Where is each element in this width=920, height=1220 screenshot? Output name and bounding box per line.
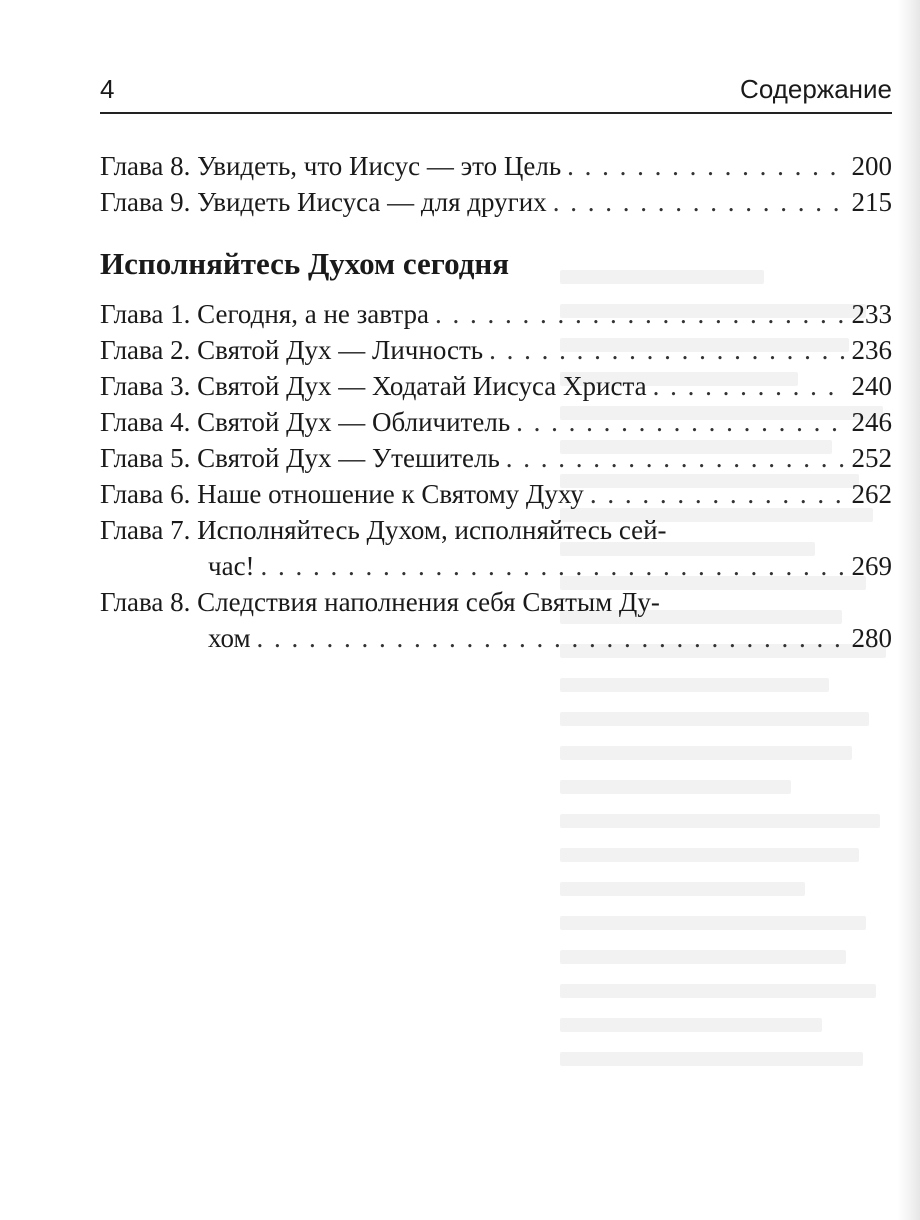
toc-entry-page: 236 [851, 335, 892, 365]
toc-entry-line2[interactable] [100, 620, 892, 656]
running-title: Содержание [740, 74, 892, 104]
toc-entry[interactable] [100, 148, 892, 184]
toc-entry-line2[interactable] [100, 548, 892, 584]
page-number: 4 [100, 74, 115, 104]
dot-leader [257, 620, 846, 656]
toc-entry[interactable] [100, 440, 892, 476]
section-heading: Исполняйтесь Духом сегодня [100, 246, 510, 281]
toc-entry[interactable] [100, 296, 892, 332]
dot-leader [506, 440, 846, 476]
toc-entry-page: 233 [851, 299, 892, 329]
toc-entry-label-continued: час! [208, 551, 255, 581]
toc-entry-page: 240 [851, 371, 892, 401]
toc-entry-label: Глава 8. Следствия наполнения себя Святым Ду- [100, 587, 660, 617]
dot-leader [516, 404, 845, 440]
toc-entry-page: 280 [851, 623, 892, 653]
toc-entry-label: Глава 1. Сегодня, а не завтра [100, 299, 429, 329]
toc-entry-page: 262 [851, 479, 892, 509]
toc-entry[interactable] [100, 184, 892, 220]
toc-entry[interactable] [100, 404, 892, 440]
table-of-contents [100, 148, 892, 656]
toc-entry-label: Глава 3. Святой Дух — Ходатай Иисуса Христа [100, 371, 647, 401]
dot-leader [435, 296, 846, 332]
dot-leader [590, 476, 846, 512]
running-head [100, 72, 892, 106]
toc-entry-page: 246 [851, 407, 892, 437]
toc-entry-label: Глава 5. Святой Дух — Утешитель [100, 443, 500, 473]
dot-leader [567, 148, 845, 184]
toc-entry-line1[interactable] [100, 584, 892, 620]
toc-entry[interactable] [100, 476, 892, 512]
dot-leader [553, 184, 846, 220]
toc-entry-label-continued: хом [208, 623, 251, 653]
header-rule [100, 112, 892, 114]
toc-entry-label: Глава 9. Увидеть Иисуса — для других [100, 187, 547, 217]
toc-entry[interactable] [100, 368, 892, 404]
toc-entry-page: 200 [851, 151, 892, 181]
dot-leader [261, 548, 846, 584]
toc-entry[interactable] [100, 332, 892, 368]
toc-entry-label: Глава 8. Увидеть, что Иисус — это Цель [100, 151, 562, 181]
toc-entry-label: Глава 4. Святой Дух — Обличитель [100, 407, 511, 437]
toc-entry-page: 252 [851, 443, 892, 473]
toc-entry-page: 215 [851, 187, 892, 217]
toc-entry-line1[interactable] [100, 512, 892, 548]
page-edge [898, 0, 920, 1220]
dot-leader [489, 332, 845, 368]
dot-leader [653, 368, 846, 404]
toc-entry-label: Глава 7. Исполняйтесь Духом, исполняйтесь сей- [100, 515, 667, 545]
toc-entry-page: 269 [851, 551, 892, 581]
toc-entry-label: Глава 2. Святой Дух — Личность [100, 335, 484, 365]
toc-entry-label: Глава 6. Наше отношение к Святому Духу [100, 479, 584, 509]
